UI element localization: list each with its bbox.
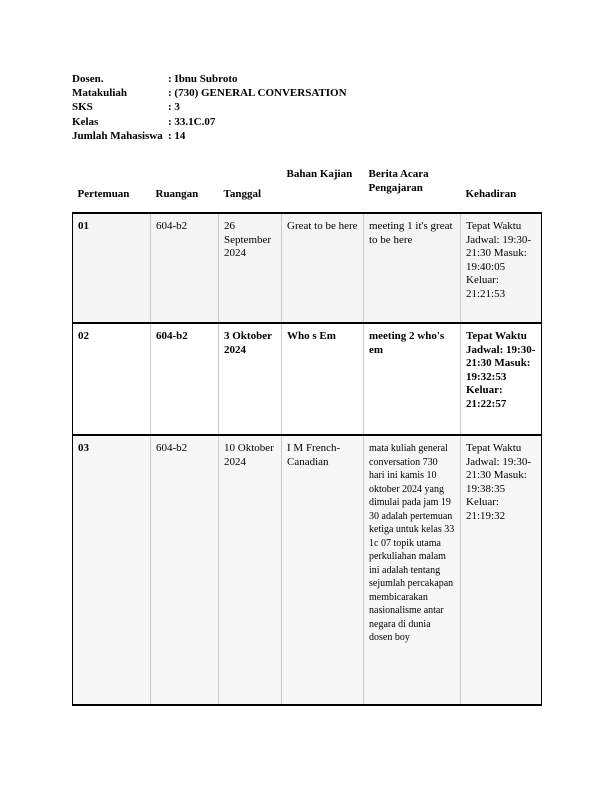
jumlah-value: : 14 bbox=[168, 129, 186, 142]
table-row bbox=[73, 213, 542, 323]
sks-value: : 3 bbox=[168, 101, 180, 114]
cell-tanggal: 26 September 2024 bbox=[219, 213, 282, 323]
cell-tanggal: 3 Oktober 2024 bbox=[219, 323, 282, 435]
kelas-label: Kelas bbox=[72, 115, 99, 128]
cell-bahan-kajian: Great to be here bbox=[282, 213, 364, 323]
attendance-table bbox=[72, 160, 542, 706]
cell-ruangan: 604-b2 bbox=[151, 213, 219, 323]
cell-pertemuan: 01 bbox=[73, 213, 151, 323]
cell-bahan-kajian: Who s Em bbox=[282, 323, 364, 435]
header-pertemuan: Pertemuan bbox=[73, 160, 151, 213]
table-row bbox=[73, 323, 542, 435]
cell-berita-acara: meeting 2 who's em bbox=[364, 323, 461, 435]
jumlah-label: Jumlah Mahasiswa bbox=[72, 129, 163, 142]
kelas-value: : 33.1C.07 bbox=[168, 115, 216, 128]
cell-bahan-kajian: I M French-Canadian bbox=[282, 435, 364, 705]
table-row bbox=[73, 435, 542, 705]
sks-row bbox=[72, 100, 347, 114]
header-ruangan: Ruangan bbox=[151, 160, 219, 213]
course-info bbox=[72, 72, 347, 143]
cell-berita-acara: meeting 1 it's great to be here bbox=[364, 213, 461, 323]
matakuliah-row bbox=[72, 86, 347, 100]
header-tanggal: Tanggal bbox=[219, 160, 282, 213]
header-kehadiran: Kehadiran bbox=[461, 160, 542, 213]
cell-tanggal: 10 Oktober 2024 bbox=[219, 435, 282, 705]
dosen-row bbox=[72, 72, 347, 86]
kelas-row bbox=[72, 115, 347, 129]
cell-ruangan: 604-b2 bbox=[151, 435, 219, 705]
cell-kehadiran: Tepat Waktu Jadwal: 19:30-21:30 Masuk: 19:32:53 Keluar: 21:22:57 bbox=[461, 323, 542, 435]
sks-label: SKS bbox=[72, 101, 93, 114]
cell-kehadiran: Tepat Waktu Jadwal: 19:30-21:30 Masuk: 19:40:05 Keluar: 21:21:53 bbox=[461, 213, 542, 323]
matakuliah-label: Matakuliah bbox=[72, 87, 128, 100]
cell-pertemuan: 02 bbox=[73, 323, 151, 435]
cell-kehadiran: Tepat Waktu Jadwal: 19:30-21:30 Masuk: 19:38:35 Keluar: 21:19:32 bbox=[461, 435, 542, 705]
table-header-row bbox=[73, 160, 542, 213]
header-bahan-kajian: Bahan Kajian bbox=[282, 160, 364, 213]
dosen-value: : Ibnu Subroto bbox=[168, 73, 238, 85]
header-berita-acara: Berita Acara Pengajaran bbox=[364, 160, 461, 213]
jumlah-row bbox=[72, 129, 347, 143]
matakuliah-value: : (730) GENERAL CONVERSATION bbox=[168, 87, 347, 100]
cell-ruangan: 604-b2 bbox=[151, 323, 219, 435]
dosen-label: Dosen. bbox=[72, 73, 104, 85]
cell-berita-acara: mata kuliah general conversation 730 hari ini kamis 10 oktober 2024 yang dimulai pada jam 19 30 adalah pertemuan ketiga untuk kelas 33 1c 07 topik utama perkuliahan malam ini adalah tentang sejumlah percakapan membicarakan nasionalisme antar negara di dunia dosen boy bbox=[364, 435, 461, 705]
cell-pertemuan: 03 bbox=[73, 435, 151, 705]
